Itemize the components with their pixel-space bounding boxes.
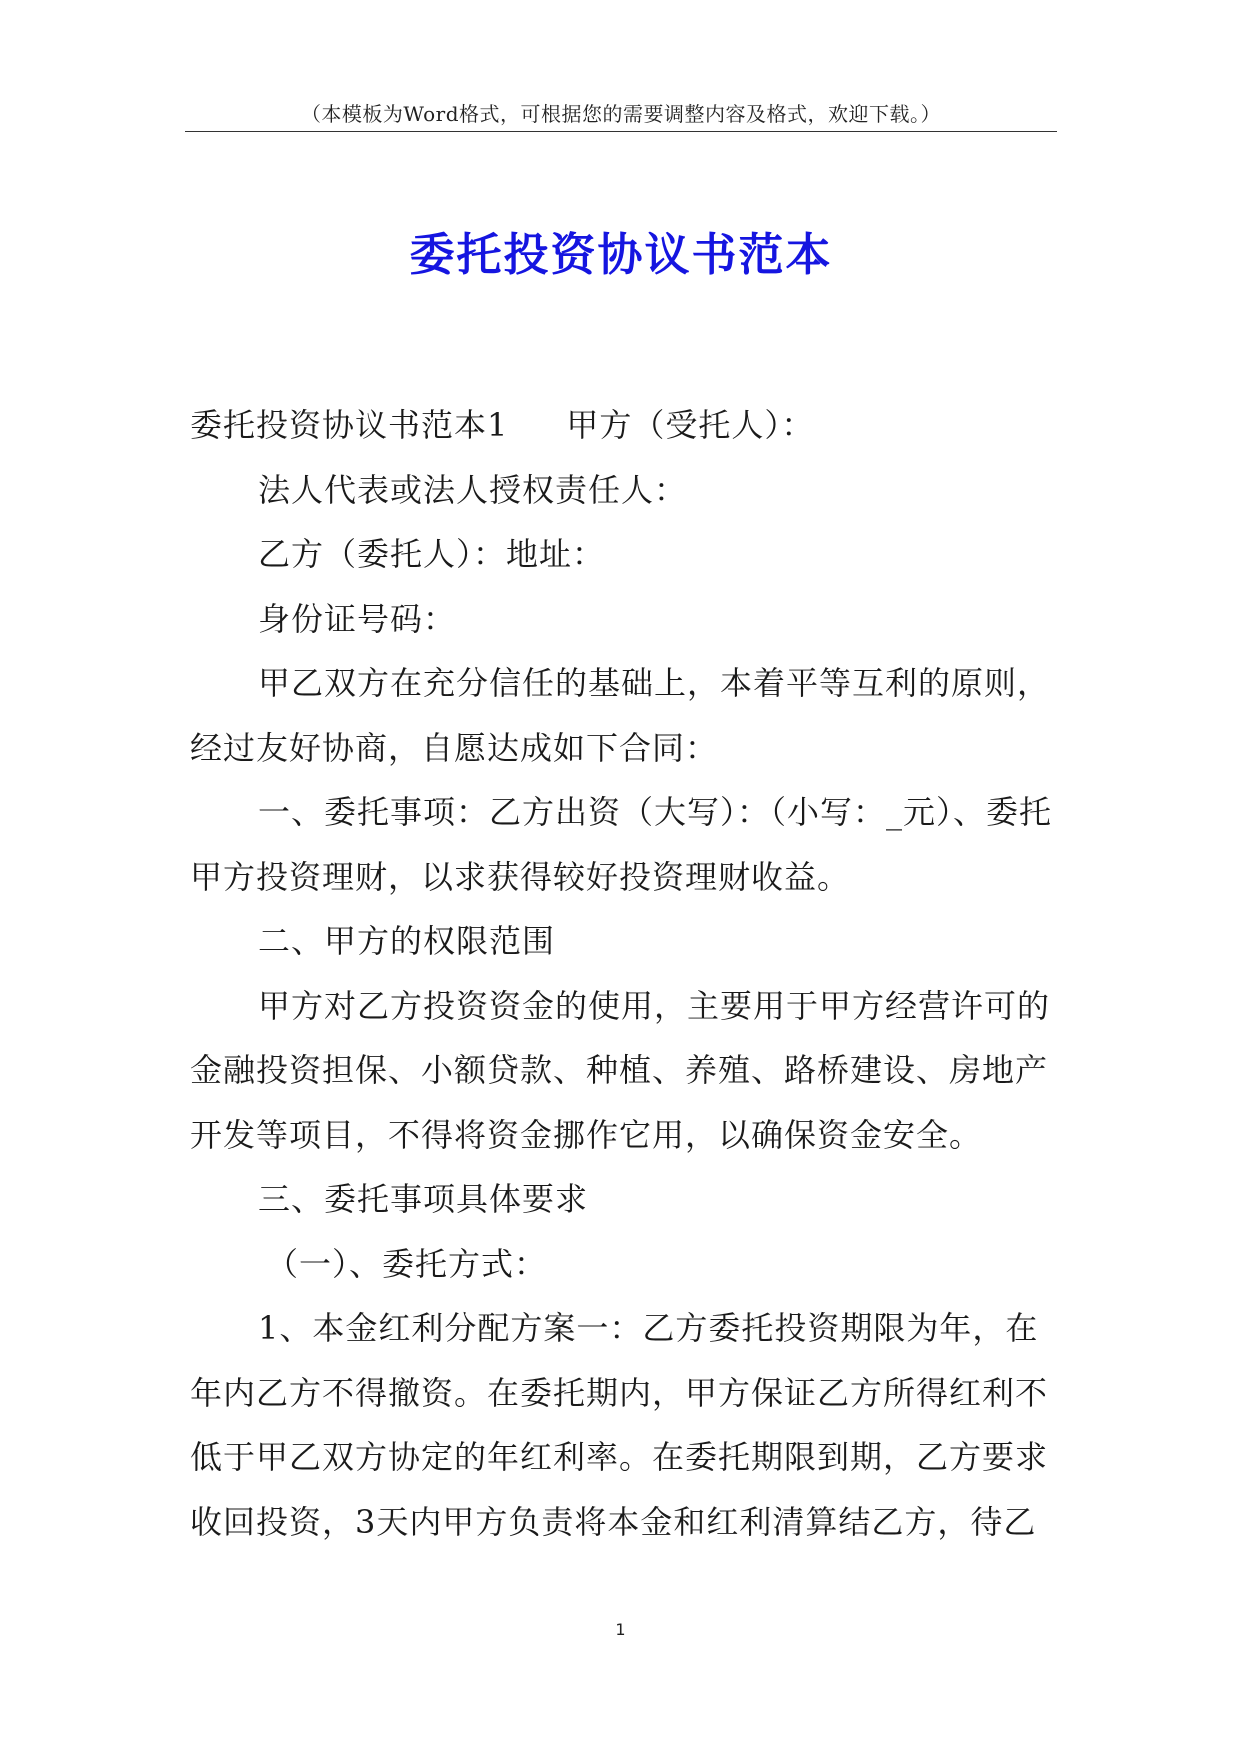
- paragraph-line: 经过友好协商，自愿达成如下合同：: [190, 728, 719, 767]
- paragraph-line: 三、委托事项具体要求: [258, 1180, 589, 1218]
- paragraph-line: 甲方对乙方投资资金的使用，主要用于甲方经营许可的: [258, 986, 1051, 1025]
- document-title: 委托投资协议书范本: [409, 228, 833, 281]
- paragraph-line: 甲方投资理财，以求获得较好投资理财收益。: [190, 857, 851, 896]
- paragraph-line: 开发等项目，不得将资金挪作它用，以确保资金安全。: [190, 1115, 983, 1154]
- paragraph-line: 年内乙方不得撤资。在委托期内，甲方保证乙方所得红利不: [190, 1373, 1049, 1412]
- paragraph-line: [190, 393, 1060, 458]
- document-body: [190, 393, 1060, 1554]
- paragraph-line: 低于甲乙双方协定的年红利率。在委托期限到期，乙方要求: [190, 1438, 1049, 1476]
- page-number: 1: [615, 1620, 626, 1639]
- paragraph-line: 身份证号码：: [258, 599, 457, 638]
- paragraph-line: 法人代表或法人授权责任人：: [258, 470, 688, 509]
- paragraph-line: 金融投资担保、小额贷款、种植、养殖、路桥建设、房地产: [190, 1051, 1049, 1089]
- template-header-note: （本模板为Word格式，可根据您的需要调整内容及格式，欢迎下载。）: [300, 102, 942, 126]
- paragraph-line: （一）、委托方式：: [266, 1244, 548, 1283]
- paragraph-line: 收回投资，3天内甲方负责将本金和红利清算结乙方，待乙: [190, 1502, 1037, 1541]
- section-heading: 委托投资协议书范本1: [190, 406, 509, 444]
- party-a-label: 甲方（受托人）：: [566, 406, 815, 444]
- paragraph-line: 二、甲方的权限范围: [258, 922, 556, 960]
- paragraph-line: 乙方（委托人）：地址：: [258, 535, 606, 573]
- header-divider: [185, 131, 1057, 132]
- paragraph-line: 甲乙双方在充分信任的基础上，本着平等互利的原则，: [258, 664, 1051, 702]
- paragraph-line: 1、本金红利分配方案一：乙方委托投资期限为年，在: [258, 1309, 1039, 1347]
- paragraph-line: 一、委托事项：乙方出资（大写）：（小写：_元）、委托: [258, 793, 1053, 831]
